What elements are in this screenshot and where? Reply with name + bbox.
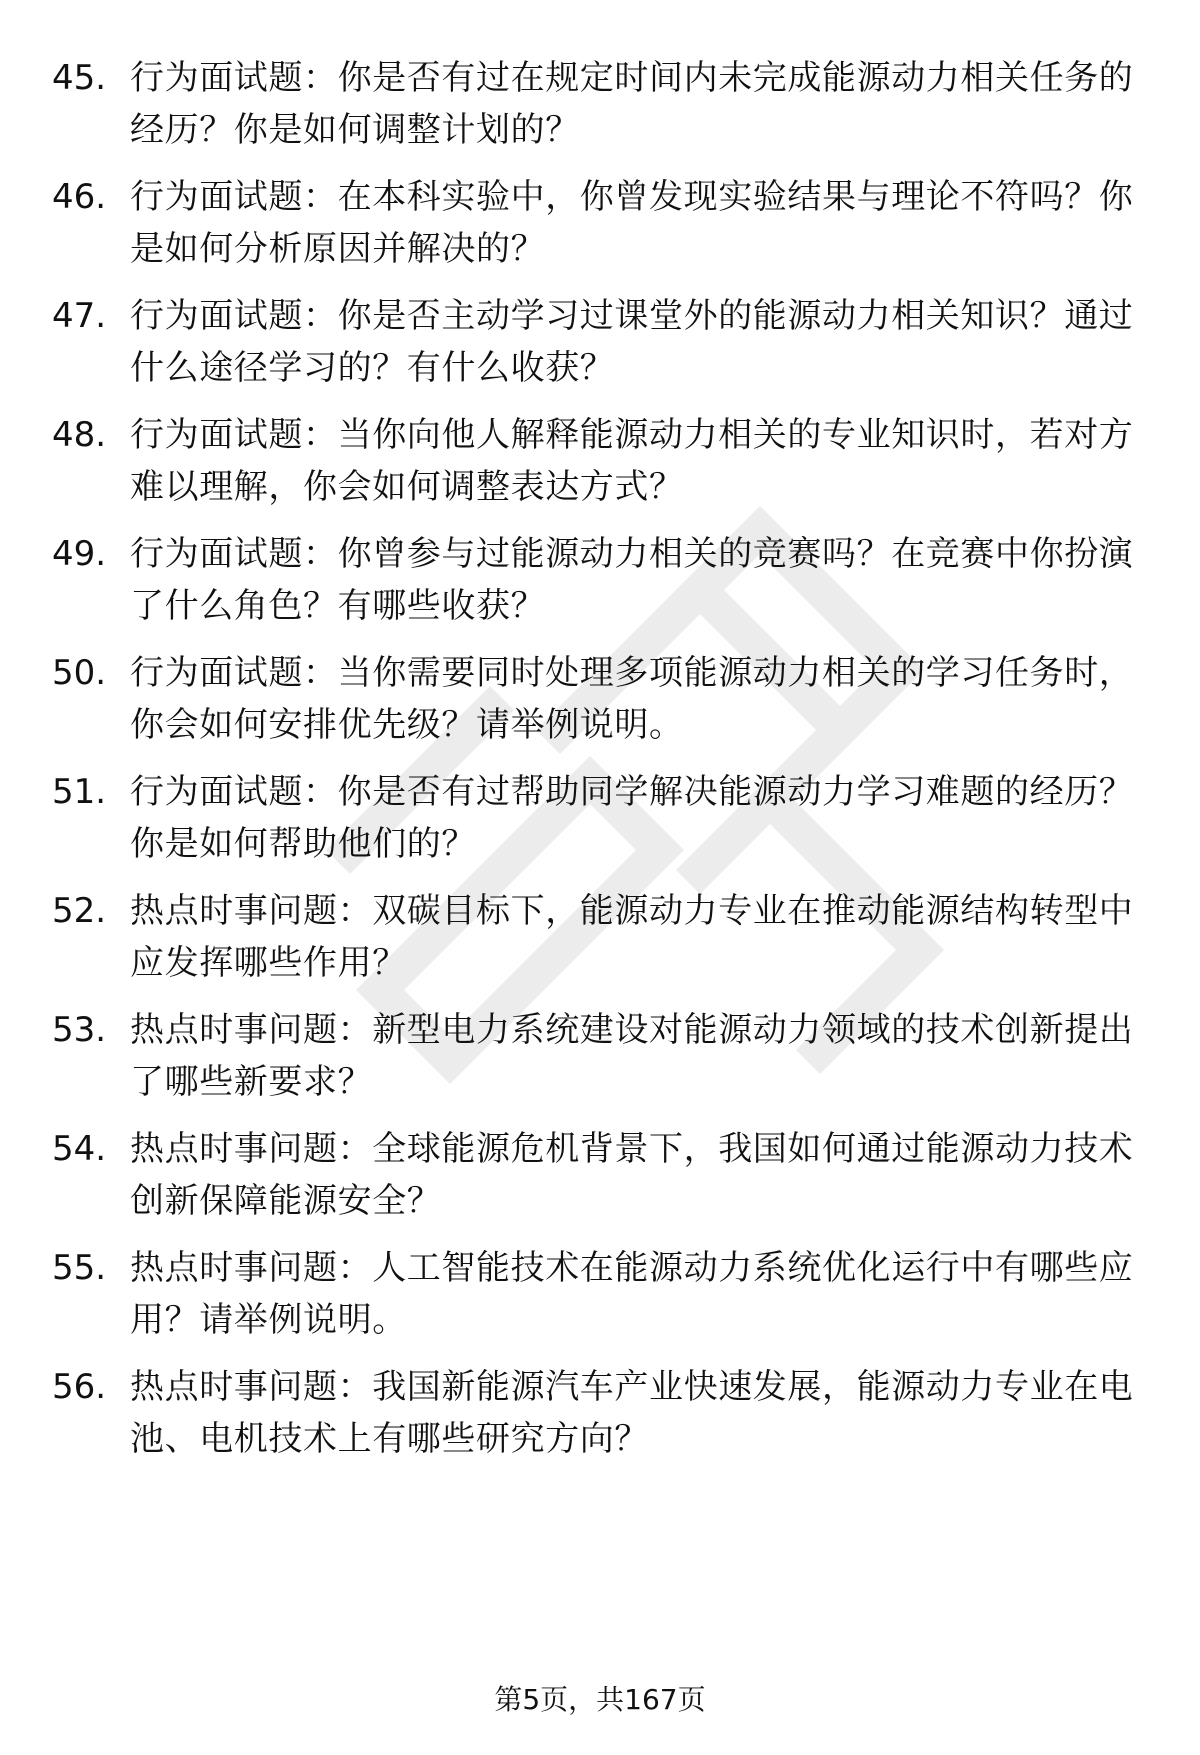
question-number: 56. — [52, 1367, 107, 1407]
question-number: 46. — [52, 177, 107, 217]
question-number: 47. — [52, 296, 107, 336]
question-item — [0, 528, 1200, 638]
question-number: 55. — [52, 1248, 107, 1288]
question-number: 45. — [52, 58, 107, 98]
question-text: 热点时事问题：全球能源危机背景下，我国如何通过能源动力技术创新保障能源安全？ — [130, 1129, 1134, 1221]
question-number: 51. — [52, 772, 107, 812]
question-item — [0, 647, 1200, 757]
question-text: 热点时事问题：新型电力系统建设对能源动力领域的技术创新提出了哪些新要求？ — [130, 1010, 1134, 1102]
question-item — [0, 171, 1200, 281]
question-number: 54. — [52, 1129, 107, 1169]
question-item — [0, 290, 1200, 400]
question-text: 热点时事问题：双碳目标下，能源动力专业在推动能源结构转型中应发挥哪些作用？ — [130, 891, 1134, 983]
question-item — [0, 1242, 1200, 1352]
question-number: 50. — [52, 653, 107, 693]
question-text: 行为面试题：你是否有过帮助同学解决能源动力学习难题的经历？你是如何帮助他们的？ — [130, 772, 1134, 864]
question-text: 行为面试题：你是否主动学习过课堂外的能源动力相关知识？通过什么途径学习的？有什么收获？ — [130, 296, 1134, 388]
question-text: 行为面试题：你曾参与过能源动力相关的竞赛吗？在竞赛中你扮演了什么角色？有哪些收获？ — [130, 534, 1134, 626]
question-number: 48. — [52, 415, 107, 455]
question-text: 热点时事问题：人工智能技术在能源动力系统优化运行中有哪些应用？请举例说明。 — [130, 1248, 1134, 1340]
question-number: 52. — [52, 891, 107, 931]
question-text: 行为面试题：当你向他人解释能源动力相关的专业知识时，若对方难以理解，你会如何调整表达方式？ — [130, 415, 1134, 507]
question-number: 49. — [52, 534, 107, 574]
question-item — [0, 1123, 1200, 1233]
question-text: 行为面试题：你是否有过在规定时间内未完成能源动力相关任务的经历？你是如何调整计划的？ — [130, 58, 1134, 150]
question-item — [0, 1004, 1200, 1114]
question-text: 行为面试题：在本科实验中，你曾发现实验结果与理论不符吗？你是如何分析原因并解决的？ — [130, 177, 1134, 269]
question-item — [0, 52, 1200, 162]
question-item — [0, 766, 1200, 876]
question-item — [0, 885, 1200, 995]
question-text: 热点时事问题：我国新能源汽车产业快速发展，能源动力专业在电池、电机技术上有哪些研究方向？ — [130, 1367, 1134, 1459]
question-text: 行为面试题：当你需要同时处理多项能源动力相关的学习任务时，你会如何安排优先级？请举例说明。 — [130, 653, 1134, 745]
question-number: 53. — [52, 1010, 107, 1050]
page-number-footer: 第5页，共167页 — [494, 1683, 706, 1716]
question-item — [0, 409, 1200, 519]
question-item — [0, 1361, 1200, 1471]
